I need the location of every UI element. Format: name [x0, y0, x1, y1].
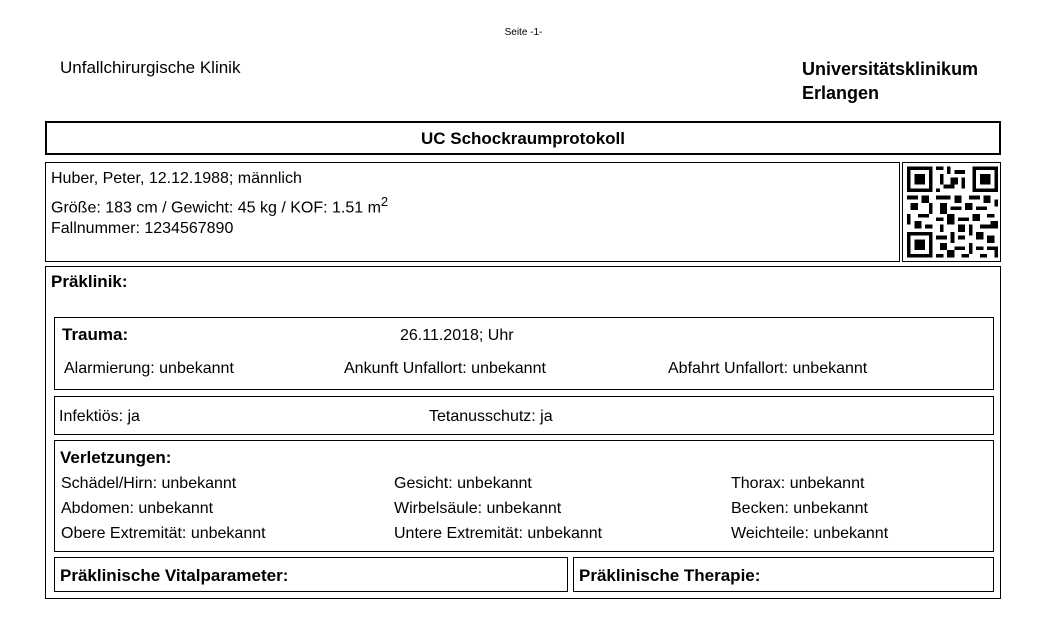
arrival-time: Ankunft Unfallort: unbekannt — [344, 360, 546, 377]
injury-upper-extremity: Obere Extremität: unbekannt — [61, 525, 266, 542]
case-number: Fallnummer: 1234567890 — [51, 220, 234, 237]
injury-pelvis: Becken: unbekannt — [731, 500, 868, 517]
departure-time: Abfahrt Unfallort: unbekannt — [668, 360, 868, 377]
tetanus-status: Tetanusschutz: ja — [429, 408, 553, 425]
injury-lower-extremity: Untere Extremität: unbekannt — [394, 525, 603, 542]
injuries-box — [54, 440, 994, 552]
therapy-box — [573, 557, 994, 592]
injury-soft-tissue: Weichteile: unbekannt — [731, 525, 889, 542]
trauma-box — [54, 317, 994, 390]
clinic-name: Unfallchirurgische Klinik — [60, 58, 241, 77]
size-weight-text: Größe: 183 cm / Gewicht: 45 kg / KOF: 1.51 m — [51, 199, 381, 217]
patient-name-line: Huber, Peter, 12.12.1988; männlich — [51, 170, 302, 187]
preclinic-title: Präklinik: — [51, 272, 128, 291]
qr-code-icon — [907, 166, 998, 258]
injury-skull: Schädel/Hirn: unbekannt — [61, 475, 237, 492]
vital-parameters-label: Präklinische Vitalparameter: — [60, 566, 289, 585]
injuries-label: Verletzungen: — [60, 448, 172, 467]
university-name — [802, 57, 978, 105]
injury-abdomen: Abdomen: unbekannt — [61, 500, 214, 517]
university-line2: Erlangen — [802, 83, 880, 103]
trauma-label: Trauma: — [62, 325, 129, 344]
kof-superscript: 2 — [380, 194, 389, 209]
therapy-label: Präklinische Therapie: — [579, 566, 761, 585]
infectious-status: Infektiös: ja — [59, 408, 140, 425]
injury-face: Gesicht: unbekannt — [394, 475, 532, 492]
vital-parameters-box — [54, 557, 568, 592]
document-title-box — [45, 121, 1001, 155]
alarm-time: Alarmierung: unbekannt — [64, 360, 234, 377]
patient-info-box — [45, 162, 900, 262]
injury-thorax: Thorax: unbekannt — [731, 475, 865, 492]
infection-box — [54, 396, 994, 435]
patient-measurements — [51, 194, 388, 217]
injury-spine: Wirbelsäule: unbekannt — [394, 500, 562, 517]
document-title: UC Schockraumprotokoll — [420, 129, 626, 148]
page-number: Seite -1- — [504, 27, 543, 38]
trauma-datetime: 26.11.2018; Uhr — [400, 327, 514, 344]
university-line1: Universitätsklinikum — [802, 59, 979, 79]
qr-code-box — [902, 162, 1001, 262]
